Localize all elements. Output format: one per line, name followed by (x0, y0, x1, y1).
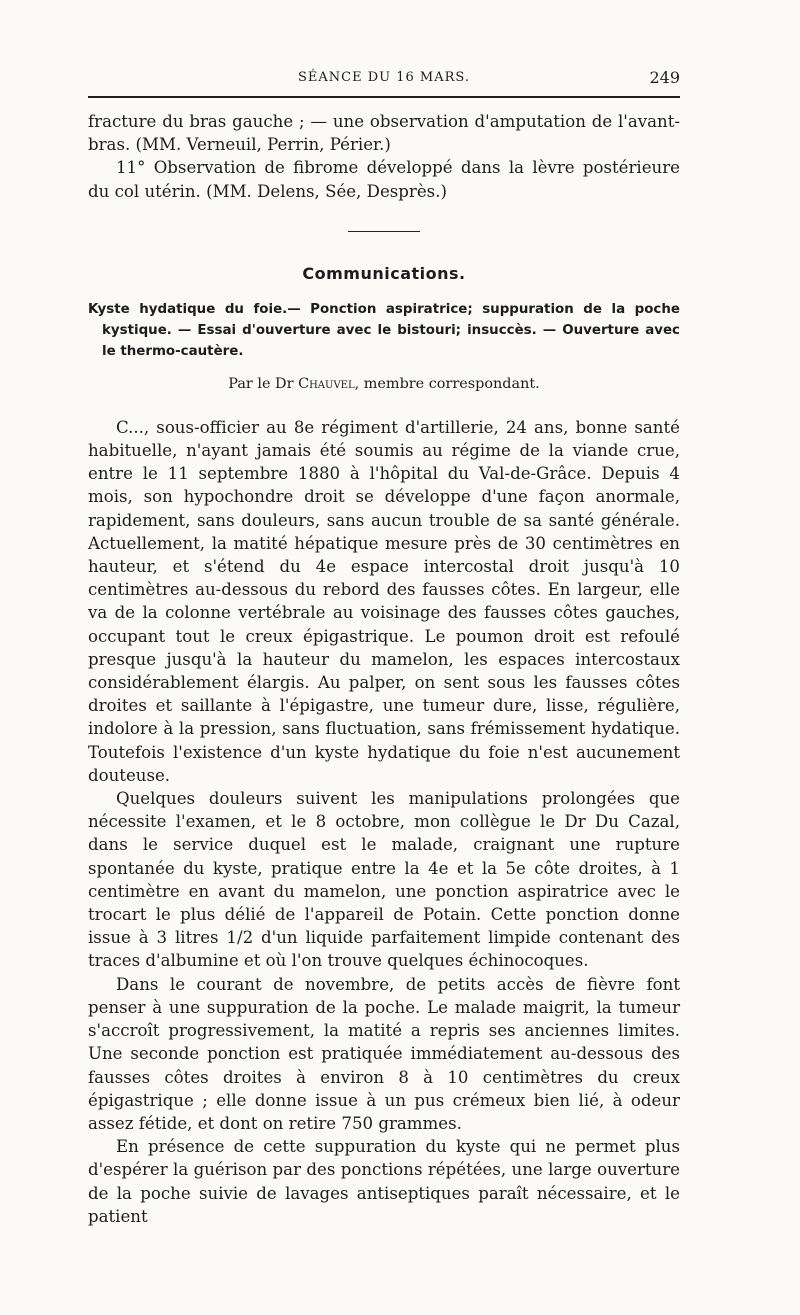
page (88, 62, 680, 1228)
page-number: 249 (649, 68, 680, 87)
body-paragraph: En présence de cette suppuration du kyste qui ne permet plus d'espérer la guérison par des ponctions répétées, une large ouverture de la poche suivie de lavages antiseptiques paraît nécessaire, et le patient (88, 1137, 680, 1226)
article-body (88, 416, 680, 1228)
body-paragraph: Dans le courant de novembre, de petits accès de fièvre font penser à une suppuration de la poche. Le malade maigrit, la tumeur s'accroît progressivement, la matité a repris ses anciennes limites. Une seconde ponction est pratiquée immédiatement au-dessous des fausses côtes droites à environ 8 à 10 centimètres du creux épigastrique ; elle donne issue à un pus crémeux bien lié, à odeur assez fétide, et dont on retire 750 grammes. (88, 974, 680, 1133)
observation-item-11: 11° Observation de fibrome développé dans la lèvre postérieure du col utérin. (MM. Delens, Sée, Desprès.) (88, 158, 680, 201)
continuation-text (88, 110, 680, 203)
section-divider (348, 231, 420, 232)
byline-suffix: , membre correspondant. (354, 375, 540, 392)
running-head (88, 62, 680, 92)
byline-prefix: Par le Dr (228, 375, 294, 392)
running-head-title: SÉANCE DU 16 MARS. (298, 70, 470, 85)
author-name: Chauvel (298, 375, 355, 392)
header-rule (88, 96, 680, 98)
section-heading: Communications. (302, 263, 466, 283)
body-paragraph: C..., sous-officier au 8e régiment d'artillerie, 24 ans, bonne santé habituelle, n'ayant jamais été soumis au régime de la viande crue, entre le 11 septembre 1880 à l'hôpital du Val-de-Grâce. Depuis 4 mois, son hypochondre droit se développe d'une façon anormale, rapidement, sans douleurs, sans aucun trouble de sa santé générale. Actuellement, la matité hépatique mesure près de 30 centimètres en hauteur, et s'étend du 4e espace intercostal droit jusqu'à 10 centimètres au-dessous du rebord des fausses côtes. En largeur, elle va de la colonne vertébrale au voisinage des fausses côtes gauches, occupant tout le creux épigastrique. Le poumon droit est refoulé presque jusqu'à la hauteur du mamelon, les espaces intercostaux considérablement élargis. Au palper, on sent sous les fausses côtes droites et saillante à l'épigastre, une tumeur dure, lisse, régulière, indolore à la pression, sans fluctuation, sans frémissement hydatique. Toutefois l'existence d'un kyste hydatique du foie n'est aucunement douteuse. (88, 417, 680, 785)
continuation-paragraph: fracture du bras gauche ; — une observation d'amputation de l'avant-bras. (MM. Verneuil, Perrin, Périer.) (88, 112, 680, 155)
article-title: Kyste hydatique du foie.— Ponction aspiratrice; suppuration de la poche kystique. — Essai d'ouverture avec le bistouri; insuccès. — Ouverture avec le thermo-cautère. (88, 301, 680, 359)
body-paragraph: Quelques douleurs suivent les manipulations prolongées que nécessite l'examen, et le 8 octobre, mon collègue le Dr Du Cazal, dans le service duquel est le malade, craignant une rupture spontanée du kyste, pratique entre la 4e et la 5e côte droites, à 1 centimètre en avant du mamelon, une ponction aspiratrice avec le trocart le plus délié de l'appareil de Potain. Cette ponction donne issue à 3 litres 1/2 d'un liquide parfaitement limpide contenant des traces d'albumine et où l'on trouve quelques échinocoques. (88, 789, 680, 971)
byline (88, 376, 680, 392)
